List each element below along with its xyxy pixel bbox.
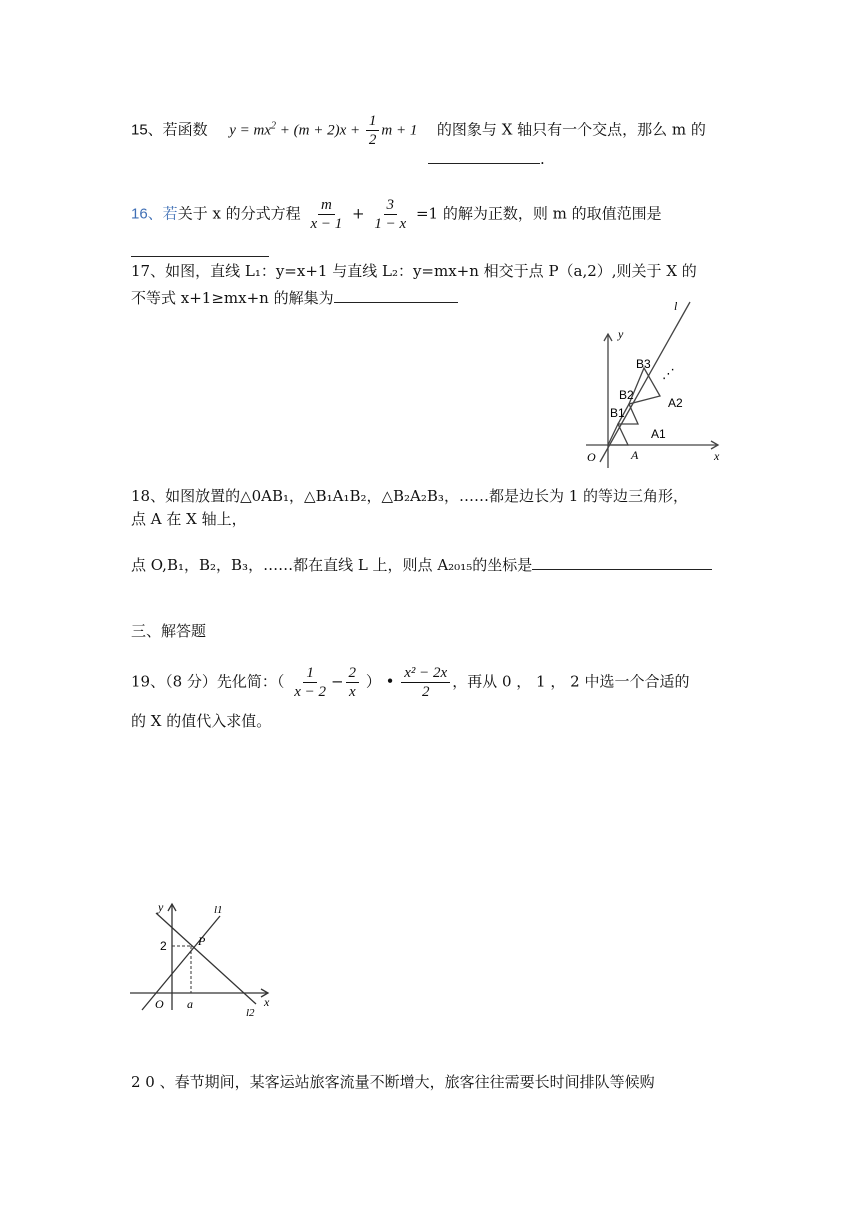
label-l: l (674, 299, 678, 313)
label-l1: l1 (214, 904, 223, 916)
q18-answer-blank[interactable] (532, 553, 712, 570)
q16-suffix: =1 的解为正数，则 m 的取值范围是 (415, 204, 662, 223)
q16-answer-line (131, 240, 269, 262)
q19-dot: • (385, 672, 395, 691)
q20-line-1: 2 0 、春节期间，某客运站旅客流量不断增大，旅客往往需要长时间排队等候购 (131, 1073, 655, 1091)
q16-fraction-2 (371, 196, 409, 233)
q19-fraction-3 (401, 664, 450, 701)
q15-end: . (540, 150, 545, 168)
q19-line-2: 的 X 的值代入求值。 (131, 712, 272, 730)
q17-answer-blank[interactable] (334, 286, 458, 303)
q19-fraction-2 (346, 664, 360, 701)
figure-equilateral-triangles (578, 296, 728, 468)
figure-intersecting-lines (128, 898, 276, 1016)
line-l (600, 302, 690, 462)
q15-fraction (366, 112, 380, 149)
q16-fraction-1 (307, 196, 345, 233)
label-A2: A2 (668, 396, 683, 410)
label-B3: B3 (636, 357, 651, 371)
section-3-title: 三、解答题 (131, 622, 207, 640)
label-A1: A1 (651, 427, 666, 441)
q18-line-3-text: 点 O,B₁，B₂，B₃，……都在直线 L 上，则点 A₂₀₁₅的坐标是 (131, 556, 533, 574)
label-O: O (155, 997, 164, 1011)
q15-fraction-numerator: 1 (366, 112, 380, 131)
label-continuation-dots: ⋰ (662, 366, 675, 381)
q15-equation-left: y = mx (229, 122, 272, 139)
q15-prefix: 15、若函数 (131, 121, 208, 139)
q15-answer-blank[interactable] (428, 147, 540, 164)
q16-fraction-2-denominator: 1 − x (374, 216, 407, 232)
question-15 (131, 112, 706, 149)
q19-fraction-1-denominator: x − 2 (294, 684, 326, 700)
q17-line-1: 17、如图，直线 L₁：y=x+1 与直线 L₂：y=mx+n 相交于点 P（a,2）,则关于 X 的 (131, 262, 697, 280)
q16-answer-blank[interactable] (131, 240, 269, 257)
label-x: x (264, 995, 270, 1009)
q16-fraction-1-numerator: m (318, 196, 335, 215)
q18-line-2: 点 A 在 X 轴上， (131, 510, 247, 528)
q19-fraction-2-denominator: x (348, 684, 356, 700)
question-16 (131, 196, 662, 233)
label-y: y (618, 327, 624, 341)
q15-suffix: 的图象与 X 轴只有一个交点，那么 m 的 (436, 120, 706, 139)
label-B2: B2 (619, 388, 634, 402)
q19-close: ） (365, 672, 381, 691)
label-x: x (714, 449, 720, 463)
q16-number: 16、若 (131, 205, 178, 223)
label-B1: B1 (610, 406, 625, 420)
q16-fraction-2-numerator: 3 (384, 196, 398, 215)
q19-suffix: ，再从 0 ， 1 ， 2 中选一个合适的 (452, 672, 690, 691)
q15-equation-middle: + (m + 2)x + (276, 122, 364, 139)
label-l2: l2 (246, 1007, 255, 1016)
q18-line-1: 18、如图放置的△0AB₁，△B₁A₁B₂，△B₂A₂B₃，……都是边长为 1 的等边三角形， (131, 487, 689, 505)
q15-answer-line (428, 147, 545, 169)
label-2: 2 (160, 939, 167, 953)
q15-equation-tail: m + 1 (381, 122, 418, 139)
q19-minus: − (330, 672, 344, 691)
label-a: a (187, 997, 193, 1011)
q19-fraction-3-denominator: 2 (421, 684, 430, 700)
q19-fraction-1 (291, 664, 329, 701)
q15-equation-exponent: 2 (271, 120, 277, 132)
q16-text: 关于 x 的分式方程 (177, 204, 301, 223)
q17-line-2 (131, 286, 458, 308)
q17-line-2-text: 不等式 x+1≥mx+n 的解集为 (131, 289, 334, 307)
label-A: A (631, 448, 639, 462)
q16-fraction-1-denominator: x − 1 (310, 216, 343, 232)
label-O: O (587, 450, 596, 464)
q18-line-3 (131, 553, 712, 575)
q19-fraction-1-numerator: 1 (303, 664, 317, 683)
q16-plus: + (352, 204, 365, 223)
q19-fraction-3-numerator: x² − 2x (401, 664, 450, 683)
line-l2 (156, 913, 256, 1004)
question-19 (131, 664, 689, 701)
label-y: y (158, 900, 164, 914)
label-P: P (198, 934, 206, 948)
q19-fraction-2-numerator: 2 (346, 664, 360, 683)
line-l1 (142, 916, 220, 1010)
q15-fraction-denominator: 2 (368, 132, 377, 148)
q19-prefix: 19、（8 分）先化简：（ (131, 672, 285, 691)
